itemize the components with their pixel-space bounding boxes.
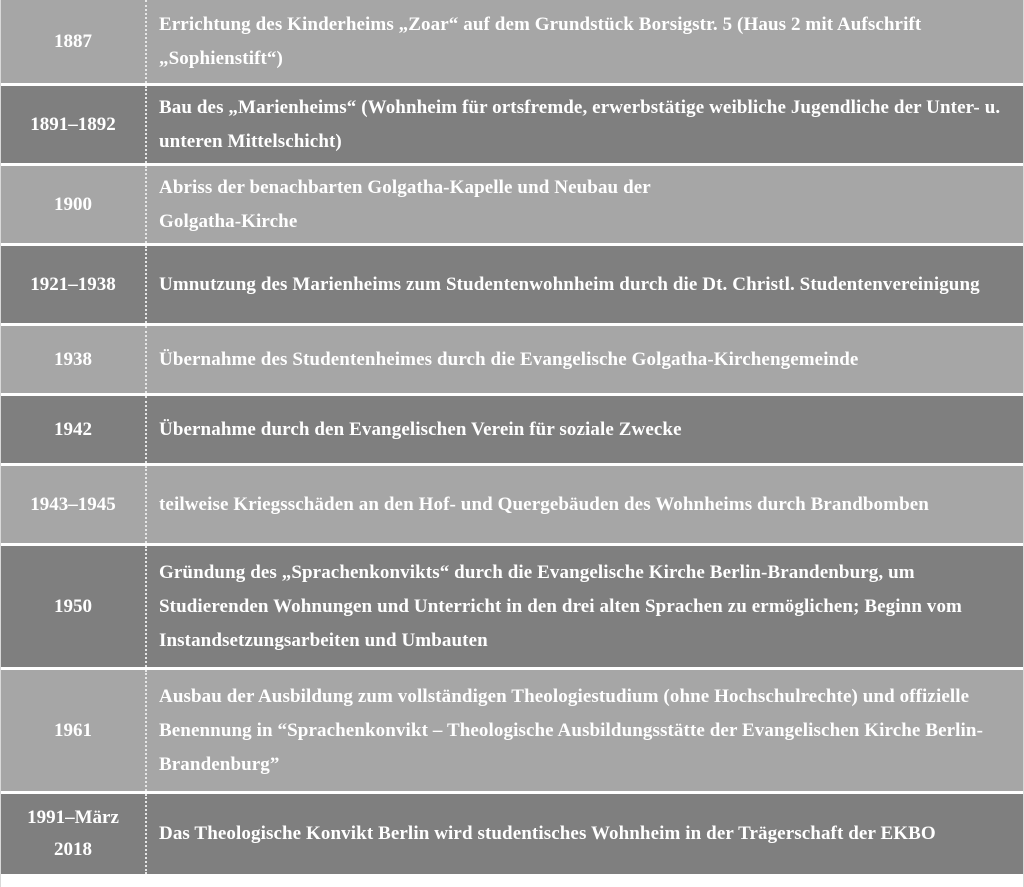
- timeline-event-text: Gründung des „Sprachenkonvikts“ durch die Evangelische Kirche Berlin-Brandenburg, um Studierenden Wohnungen und Unterricht in den drei alten Sprachen zu ermöglichen; Beginn vom Instandsetzungsarbeiten und Umbauten: [159, 561, 962, 651]
- timeline-event: [147, 326, 1023, 393]
- timeline-event-text: Bau des „Marienheims“ (Wohnheim für ortsfremde, erwerbstätige weibliche Jugendliche der Unter- u. unteren Mittelschicht): [159, 96, 1001, 152]
- timeline-event: [147, 0, 1023, 83]
- timeline-event-text: Umnutzung des Marienheims zum Studentenwohnheim durch die Dt. Christl. Studentenvereinigung: [159, 273, 980, 295]
- timeline-row: [1, 794, 1023, 874]
- timeline-event: [147, 794, 1023, 874]
- timeline-year: 1961: [1, 670, 147, 791]
- timeline-event-text: Abriss der benachbarten Golgatha-Kapelle und Neubau der Golgatha-Kirche: [159, 176, 651, 232]
- timeline-year: 1991–März 2018: [1, 794, 147, 874]
- timeline-year: 1938: [1, 326, 147, 393]
- timeline-year: 1891–1892: [1, 86, 147, 163]
- timeline-year: 1921–1938: [1, 246, 147, 323]
- timeline-year: 1900: [1, 166, 147, 243]
- timeline-row: [1, 0, 1023, 86]
- timeline-year: 1950: [1, 546, 147, 667]
- timeline-row: [1, 670, 1023, 794]
- timeline-row: [1, 466, 1023, 546]
- timeline-event: [147, 466, 1023, 543]
- timeline-row: [1, 396, 1023, 466]
- timeline-year: 1887: [1, 0, 147, 83]
- timeline-event-text: Errichtung des Kinderheims „Zoar“ auf dem Grundstück Borsigstr. 5 (Haus 2 mit Aufschrift „Sophienstift“): [159, 13, 922, 69]
- timeline-event: [147, 396, 1023, 463]
- timeline-event-text: Das Theologische Konvikt Berlin wird studentisches Wohnheim in der Trägerschaft der EKBO: [159, 823, 936, 844]
- timeline-row: [1, 86, 1023, 166]
- timeline-event-text: Übernahme des Studentenheimes durch die Evangelische Golgatha-Kirchengemeinde: [159, 348, 859, 370]
- timeline-event: [147, 670, 1023, 791]
- timeline-year: 1943–1945: [1, 466, 147, 543]
- timeline-event: [147, 166, 1023, 243]
- timeline-event: [147, 86, 1023, 163]
- timeline-event-text: Übernahme durch den Evangelischen Verein für soziale Zwecke: [159, 418, 682, 440]
- timeline-event: [147, 246, 1023, 323]
- timeline-event-text: Ausbau der Ausbildung zum vollständigen Theologiestudium (ohne Hochschulrechte) und offizielle Benennung in “Sprachenkonvikt – Theologische Ausbildungsstätte der Evangelischen Kirche Berlin-Brandenburg”: [159, 685, 984, 775]
- timeline-year: 1942: [1, 396, 147, 463]
- timeline-event-text: teilweise Kriegsschäden an den Hof- und Quergebäuden des Wohnheims durch Brandbomben: [159, 493, 929, 515]
- timeline-row: [1, 326, 1023, 396]
- timeline-row: [1, 166, 1023, 246]
- timeline-event: [147, 546, 1023, 667]
- timeline-row: [1, 546, 1023, 670]
- timeline-row: [1, 246, 1023, 326]
